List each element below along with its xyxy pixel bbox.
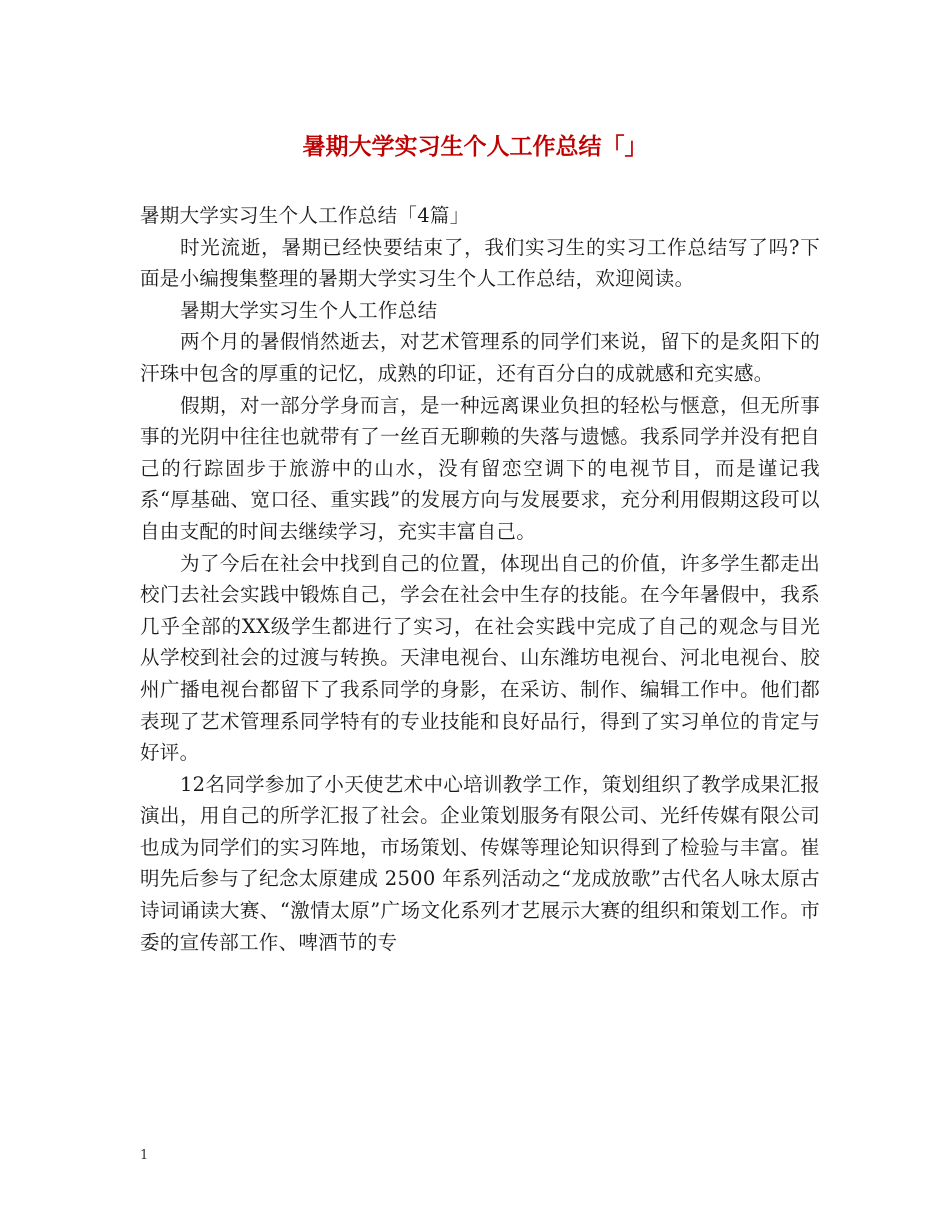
document-title: 暑期大学实习生个人工作总结「」 [302,133,648,160]
document-body [140,200,820,958]
page-number: 1 [140,1148,149,1163]
intro-paragraph: 时光流逝，暑期已经快要结束了，我们实习生的实习工作总结写了吗?下面是小编搜集整理的暑期大学实习生个人工作总结，欢迎阅读。 [140,235,820,291]
section-heading: 暑期大学实习生个人工作总结 [179,298,438,322]
body-paragraph: 两个月的暑假悄然逝去，对艺术管理系的同学们来说，留下的是炙阳下的汗珠中包含的厚重的记忆，成熟的印证，还有百分白的成就感和充实感。 [140,330,820,385]
subtitle-paragraph: 暑期大学实习生个人工作总结「4篇」 [140,204,470,227]
body-paragraph: 为了今后在社会中找到自己的位置，体现出自己的价值，许多学生都走出校门去社会实践中锻炼自己，学会在社会中生存的技能。在今年暑假中，我系几乎全部的XX级学生都进行了实习，在社会实践中完成了自己的观念与目光从学校到社会的过渡与转换。天津电视台、山东潍坊电视台、河北电视台、胶州广播电视台都留下了我系同学的身影，在采访、制作、编辑工作中。他们都表现了艺术管理系同学特有的专业技能和良好品行，得到了实习单位的肯定与好评。 [140,551,820,765]
body-paragraph: 12名同学参加了小天使艺术中心培训教学工作，策划组织了教学成果汇报演出，用自己的所学汇报了社会。企业策划服务有限公司、光纤传媒有限公司也成为同学们的实习阵地，市场策划、传媒等理论知识得到了检验与丰富。崔明先后参与了纪念太原建成 2500 年系列活动之“龙成放歌”古代名人咏太原古诗词诵读大赛、“激情太原”广场文化系列才艺展示大赛的组织和策划工作。市委的宣传部工作、啤酒节的专 [140,772,820,954]
body-paragraph: 假期，对一部分学身而言，是一种远离课业负担的轻松与惬意，但无所事事的光阴中往往也就带有了一丝百无聊赖的失落与遗憾。我系同学并没有把自己的行踪固步于旅游中的山水，没有留恋空调下的电视节目，而是谨记我系“厚基础、宽口径、重实践”的发展方向与发展要求，充分利用假期这段可以自由支配的时间去继续学习，充实丰富自己。 [140,393,820,543]
